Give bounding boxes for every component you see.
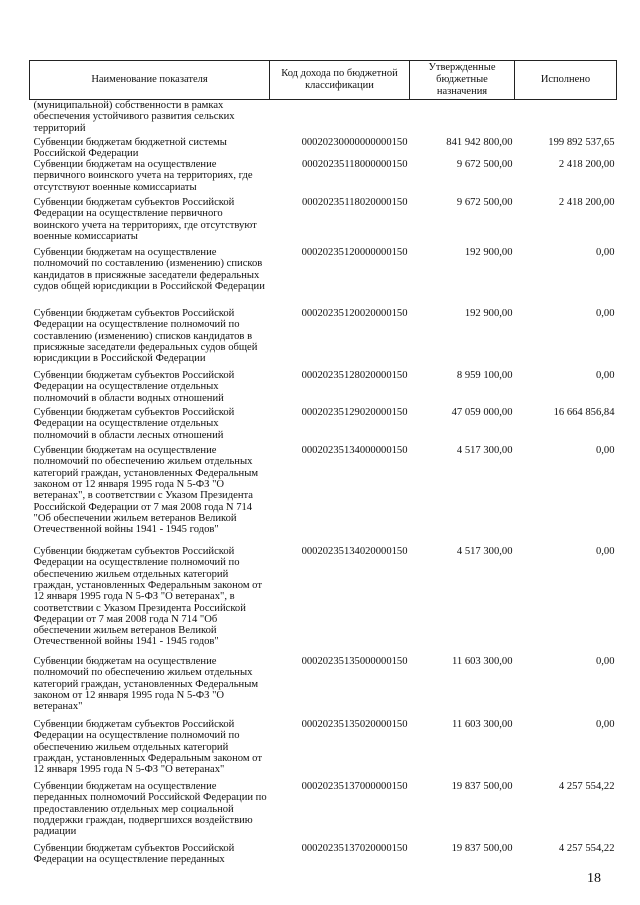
table-row <box>30 370 617 407</box>
row-code: 00020235120020000150 <box>301 308 408 320</box>
row-code: 00020235118000000150 <box>301 159 408 171</box>
row-name: Субвенции бюджетам на осуществление полномочий по обеспечению жильем отдельных категорий граждан, установленных Федеральным законом от 12 января 1995 года N 5-ФЗ "О ветеранах", в соответствии с Указом Президента Российской Федерации от 7 мая 2008 года N 714 "Об обеспечении жильем ветеранов Великой Отечественной войны 1941 - 1945 годов" <box>33 445 259 536</box>
row-code <box>270 100 410 137</box>
row-name: Субвенции бюджетам субъектов Российской Федерации на осуществление полномочий по составлению (изменению) списков кандидатов в присяжные заседатели федеральных судов общей юрисдикции в Российской Федерации <box>33 308 258 365</box>
row-done: 199 892 537,65 <box>548 136 615 148</box>
row-code: 00020235120000000150 <box>301 247 408 259</box>
row-code: 00020235134000000150 <box>301 445 408 457</box>
row-name: Субвенции бюджетам субъектов Российской Федерации на осуществление переданных <box>33 843 235 866</box>
row-done: 2 418 200,00 <box>558 159 615 171</box>
page-number: 18 <box>587 871 601 886</box>
table-row <box>30 781 617 843</box>
row-done: 0,00 <box>595 445 615 457</box>
row-done: 0,00 <box>595 656 615 668</box>
row-approved: 11 603 300,00 <box>451 656 513 668</box>
header-done: Исполнено <box>515 61 617 100</box>
row-done: 0,00 <box>595 308 615 320</box>
row-approved: 841 942 800,00 <box>446 136 513 148</box>
row-done: 2 418 200,00 <box>558 197 615 209</box>
table-row <box>30 546 617 656</box>
row-done <box>515 100 617 137</box>
row-approved: 11 603 300,00 <box>451 719 513 731</box>
budget-execution-table <box>29 60 617 867</box>
row-name: Субвенции бюджетам субъектов Российской Федерации на осуществление полномочий по обеспечению жильем отдельных категорий граждан, установленных Федеральным законом от 12 января 1995 года N 5-ФЗ "О ветеранах" <box>33 719 262 776</box>
row-done: 4 257 554,22 <box>558 843 615 855</box>
table-row <box>30 247 617 308</box>
table-row <box>30 407 617 445</box>
row-name: Субвенции бюджетам бюджетной системы Российской Федерации <box>33 136 227 159</box>
row-approved: 9 672 500,00 <box>456 159 513 171</box>
row-code: 00020235137020000150 <box>301 843 408 855</box>
row-approved: 4 517 300,00 <box>456 445 513 457</box>
row-approved: 9 672 500,00 <box>456 197 513 209</box>
header-code: Код дохода по бюджетной классификации <box>270 61 410 100</box>
row-code: 00020235137000000150 <box>301 781 408 793</box>
table-header-row <box>30 61 617 100</box>
table-row <box>30 445 617 546</box>
table-row <box>30 137 617 160</box>
row-done: 0,00 <box>595 370 615 382</box>
row-approved: 47 059 000,00 <box>451 407 513 419</box>
row-done: 16 664 856,84 <box>553 407 615 419</box>
row-name: Субвенции бюджетам на осуществление переданных полномочий Российской Федерации по предоставлению отдельных мер социальной поддержки граждан, подвергшихся воздействию радиации <box>33 781 267 838</box>
row-name: (муниципальной) собственности в рамках обеспечения устойчивого развития сельских территорий <box>33 100 235 134</box>
row-code: 00020235134020000150 <box>301 546 408 558</box>
row-approved <box>410 100 515 137</box>
row-name: Субвенции бюджетам на осуществление полномочий по обеспечению жильем отдельных категорий граждан, установленных Федеральным законом от 12 января 1995 года N 5-ФЗ "О ветеранах" <box>33 656 259 713</box>
row-done: 0,00 <box>595 719 615 731</box>
row-done: 0,00 <box>595 546 615 558</box>
row-name: Субвенции бюджетам субъектов Российской Федерации на осуществление отдельных полномочий в области водных отношений <box>33 370 235 404</box>
table-row <box>30 843 617 867</box>
row-approved: 19 837 500,00 <box>451 781 513 793</box>
row-name: Субвенции бюджетам субъектов Российской Федерации на осуществление отдельных полномочий в области лесных отношений <box>33 407 235 441</box>
table-row <box>30 308 617 370</box>
row-approved: 19 837 500,00 <box>451 843 513 855</box>
table-row <box>30 100 617 137</box>
row-approved: 8 959 100,00 <box>456 370 513 382</box>
row-approved: 192 900,00 <box>464 308 513 320</box>
header-name: Наименование показателя <box>30 61 270 100</box>
table-row <box>30 197 617 247</box>
row-code: 00020235135000000150 <box>301 656 408 668</box>
row-code: 00020235118020000150 <box>301 197 408 209</box>
row-approved: 192 900,00 <box>464 247 513 259</box>
table-row <box>30 719 617 781</box>
table-row <box>30 159 617 197</box>
row-code: 00020235129020000150 <box>301 407 408 419</box>
row-code: 00020235135020000150 <box>301 719 408 731</box>
row-name: Субвенции бюджетам на осуществление первичного воинского учета на территориях, где отсутствуют военные комиссариаты <box>33 159 253 193</box>
row-approved: 4 517 300,00 <box>456 546 513 558</box>
row-name: Субвенции бюджетам на осуществление полномочий по составлению (изменению) списков кандидатов в присяжные заседатели федеральных судов общей юрисдикции в Российской Федерации <box>33 247 265 292</box>
row-name: Субвенции бюджетам субъектов Российской Федерации на осуществление первичного воинского учета на территориях, где отсутствуют военные комиссариаты <box>33 197 257 242</box>
table-row <box>30 656 617 719</box>
row-name: Субвенции бюджетам субъектов Российской Федерации на осуществление полномочий по обеспечению жильем отдельных категорий граждан, установленных Федеральным законом от 12 января 1995 года N 5-ФЗ "О ветеранах", в соответствии с Указом Президента Российской Федерации от 7 мая 2008 года N 714 "Об обеспечении жильем ветеранов Великой Отечественной войны 1941 - 1945 годов" <box>33 546 262 648</box>
row-code: 00020230000000000150 <box>301 136 408 148</box>
row-done: 4 257 554,22 <box>558 781 615 793</box>
row-done: 0,00 <box>595 247 615 259</box>
row-code: 00020235128020000150 <box>301 370 408 382</box>
header-approved: Утвержденные бюджетные назначения <box>410 61 515 100</box>
